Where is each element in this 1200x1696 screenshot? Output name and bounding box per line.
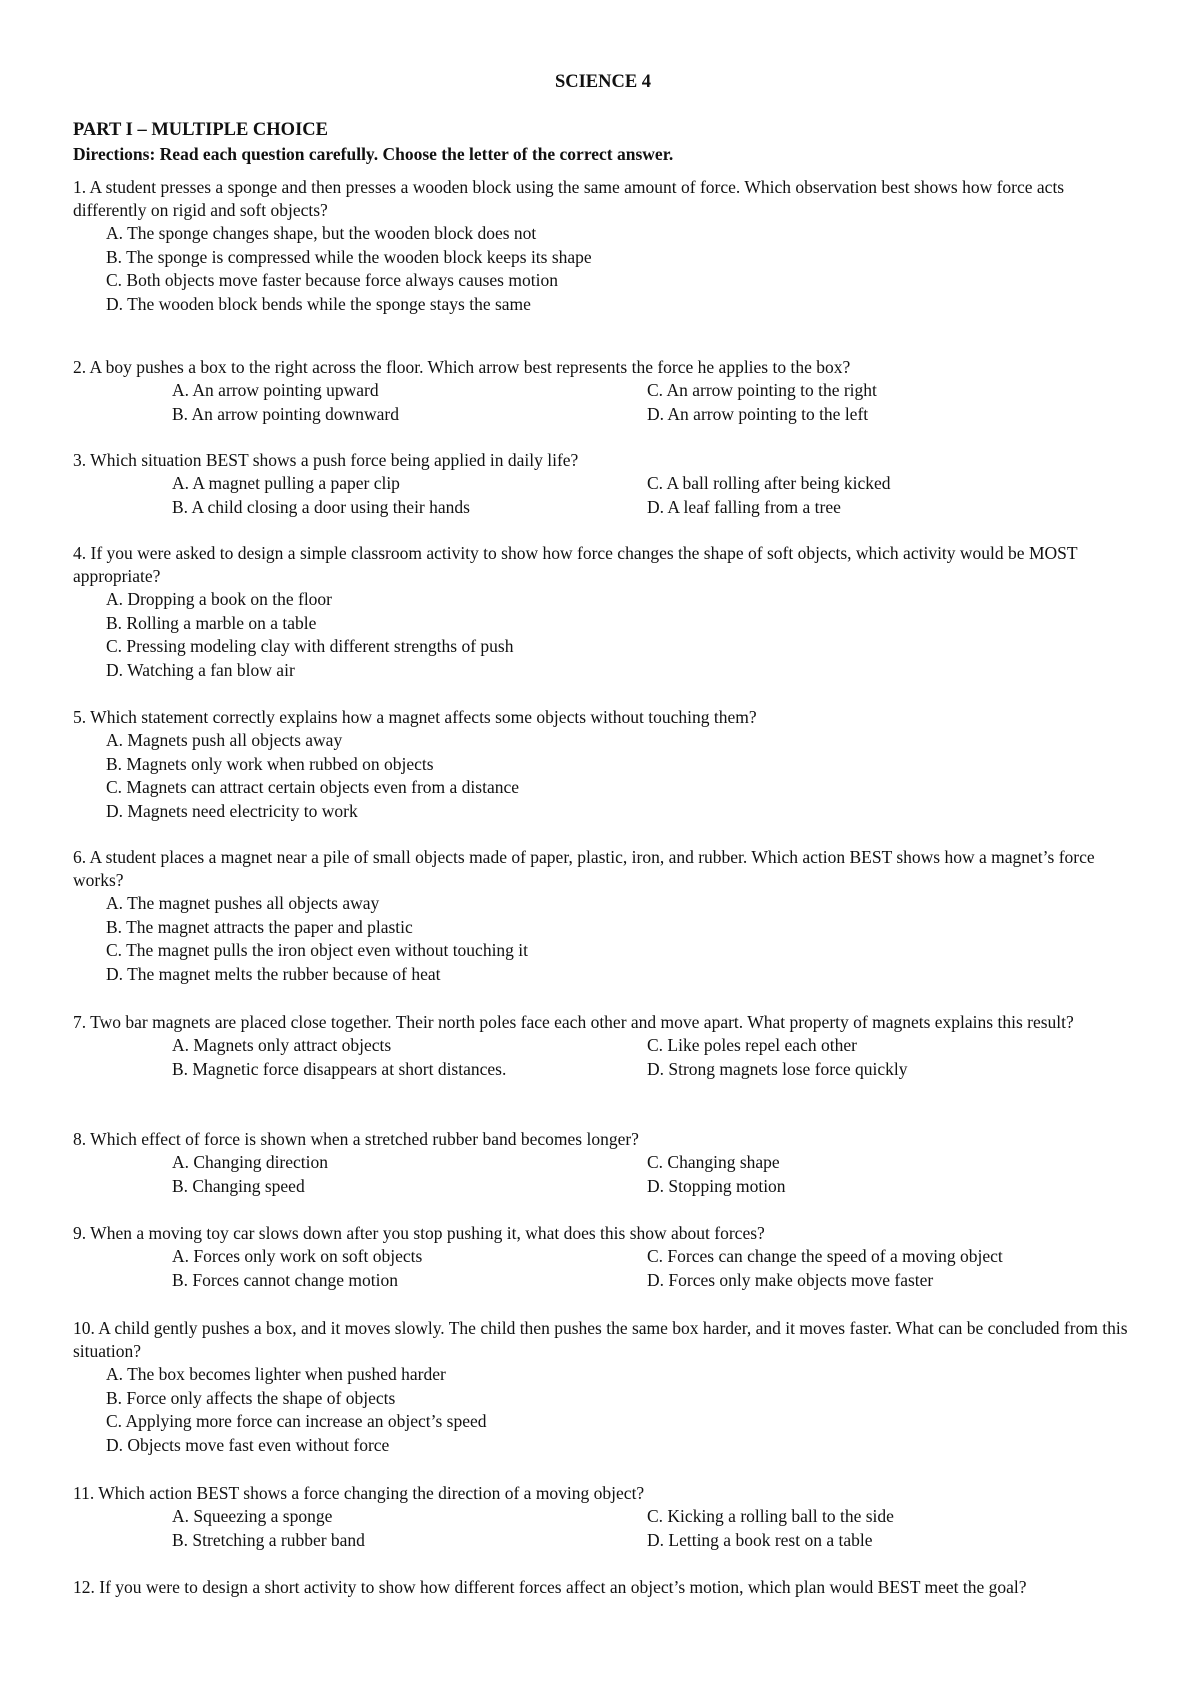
option-d: D. Strong magnets lose force quickly xyxy=(647,1058,908,1079)
option-d: D. An arrow pointing to the left xyxy=(647,403,869,424)
option-d: D. Watching a fan blow air xyxy=(106,659,295,680)
question-stem: 5. Which statement correctly explains how a magnet affects some objects without touching them? xyxy=(73,707,757,727)
question-stem: 9. When a moving toy car slows down after you stop pushing it, what does this show about forces? xyxy=(73,1223,765,1243)
question-stem: 7. Two bar magnets are placed close together. Their north poles face each other and move apart. What property of magnets explains this result? xyxy=(73,1012,1074,1032)
question-6 xyxy=(73,846,1133,986)
question-11 xyxy=(73,1482,1133,1552)
option-a: A. The magnet pushes all objects away xyxy=(106,893,380,913)
option-c: C. Pressing modeling clay with different strengths of push xyxy=(106,636,514,656)
option-b: B. Stretching a rubber band xyxy=(172,1529,365,1550)
option-c: C. Magnets can attract certain objects even from a distance xyxy=(106,777,520,797)
option-b: B. An arrow pointing downward xyxy=(172,403,399,424)
option-d: D. Objects move fast even without force xyxy=(106,1434,390,1455)
option-c: C. Forces can change the speed of a moving object xyxy=(647,1246,1003,1266)
question-9 xyxy=(73,1222,1133,1292)
question-10 xyxy=(73,1317,1133,1457)
question-1 xyxy=(73,176,1133,316)
option-a: A. The box becomes lighter when pushed harder xyxy=(106,1364,446,1384)
part-heading: PART I – MULTIPLE CHOICE xyxy=(73,120,328,140)
question-7 xyxy=(73,1011,1133,1081)
question-stem: 11. Which action BEST shows a force changing the direction of a moving object? xyxy=(73,1483,645,1503)
option-d: D. A leaf falling from a tree xyxy=(647,496,841,517)
option-b: B. Magnetic force disappears at short distances. xyxy=(172,1058,507,1079)
option-b: B. Magnets only work when rubbed on objects xyxy=(106,753,434,774)
option-c: C. Both objects move faster because force always causes motion xyxy=(106,270,558,290)
option-c: C. A ball rolling after being kicked xyxy=(647,473,891,493)
option-d: D. Letting a book rest on a table xyxy=(647,1529,873,1550)
option-a: A. Dropping a book on the floor xyxy=(106,589,333,609)
question-5 xyxy=(73,706,1133,823)
option-b: B. Force only affects the shape of objects xyxy=(106,1387,396,1408)
option-c: C. Kicking a rolling ball to the side xyxy=(647,1506,894,1526)
option-a: A. Forces only work on soft objects xyxy=(172,1246,423,1266)
question-stem: 3. Which situation BEST shows a push force being applied in daily life? xyxy=(73,450,579,470)
option-b: B. The magnet attracts the paper and plastic xyxy=(106,916,413,937)
question-3 xyxy=(73,449,1133,519)
directions: Directions: Read each question carefully. Choose the letter of the correct answer. xyxy=(73,144,674,164)
question-4 xyxy=(73,542,1133,682)
option-c: C. Changing shape xyxy=(647,1152,780,1172)
option-a: A. Magnets push all objects away xyxy=(106,730,343,750)
option-c: C. Like poles repel each other xyxy=(647,1035,857,1055)
option-c: C. Applying more force can increase an object’s speed xyxy=(106,1411,487,1431)
option-d: D. Stopping motion xyxy=(647,1175,786,1196)
question-stem: 4. If you were asked to design a simple classroom activity to show how force changes the shape of soft objects, which activity would be MOST appropriate? xyxy=(73,543,1078,586)
question-stem: 10. A child gently pushes a box, and it moves slowly. The child then pushes the same box harder, and it moves faster. What can be concluded from this situation? xyxy=(73,1318,1128,1361)
question-stem: 8. Which effect of force is shown when a stretched rubber band becomes longer? xyxy=(73,1129,639,1149)
option-a: A. An arrow pointing upward xyxy=(172,380,379,400)
document-title: SCIENCE 4 xyxy=(554,72,652,92)
option-b: B. Changing speed xyxy=(172,1175,305,1196)
question-stem: 2. A boy pushes a box to the right across the floor. Which arrow best represents the force he applies to the box? xyxy=(73,357,851,377)
option-b: B. Rolling a marble on a table xyxy=(106,612,317,633)
option-d: D. Forces only make objects move faster xyxy=(647,1269,934,1290)
question-stem: 1. A student presses a sponge and then presses a wooden block using the same amount of force. Which observation best shows how force acts differently on rigid and soft objects? xyxy=(73,177,1065,220)
option-b: B. A child closing a door using their hands xyxy=(172,496,470,517)
option-d: D. Magnets need electricity to work xyxy=(106,800,358,821)
option-a: A. Changing direction xyxy=(172,1152,329,1172)
question-stem: 6. A student places a magnet near a pile of small objects made of paper, plastic, iron, and rubber. Which action BEST shows how a magnet’s force works? xyxy=(73,847,1095,890)
option-a: A. The sponge changes shape, but the wooden block does not xyxy=(106,223,537,243)
option-c: C. The magnet pulls the iron object even without touching it xyxy=(106,940,529,960)
option-d: D. The wooden block bends while the sponge stays the same xyxy=(106,293,531,314)
option-d: D. The magnet melts the rubber because of heat xyxy=(106,963,441,984)
option-c: C. An arrow pointing to the right xyxy=(647,380,877,400)
option-a: A. A magnet pulling a paper clip xyxy=(172,473,400,493)
question-2 xyxy=(73,356,1133,426)
option-a: A. Squeezing a sponge xyxy=(172,1506,333,1526)
option-b: B. The sponge is compressed while the wooden block keeps its shape xyxy=(106,246,592,267)
option-b: B. Forces cannot change motion xyxy=(172,1269,398,1290)
question-8 xyxy=(73,1128,1133,1198)
question-stem: 12. If you were to design a short activity to show how different forces affect an object’s motion, which plan would BEST meet the goal? xyxy=(73,1577,1027,1597)
question-12 xyxy=(73,1576,1133,1599)
option-a: A. Magnets only attract objects xyxy=(172,1035,392,1055)
